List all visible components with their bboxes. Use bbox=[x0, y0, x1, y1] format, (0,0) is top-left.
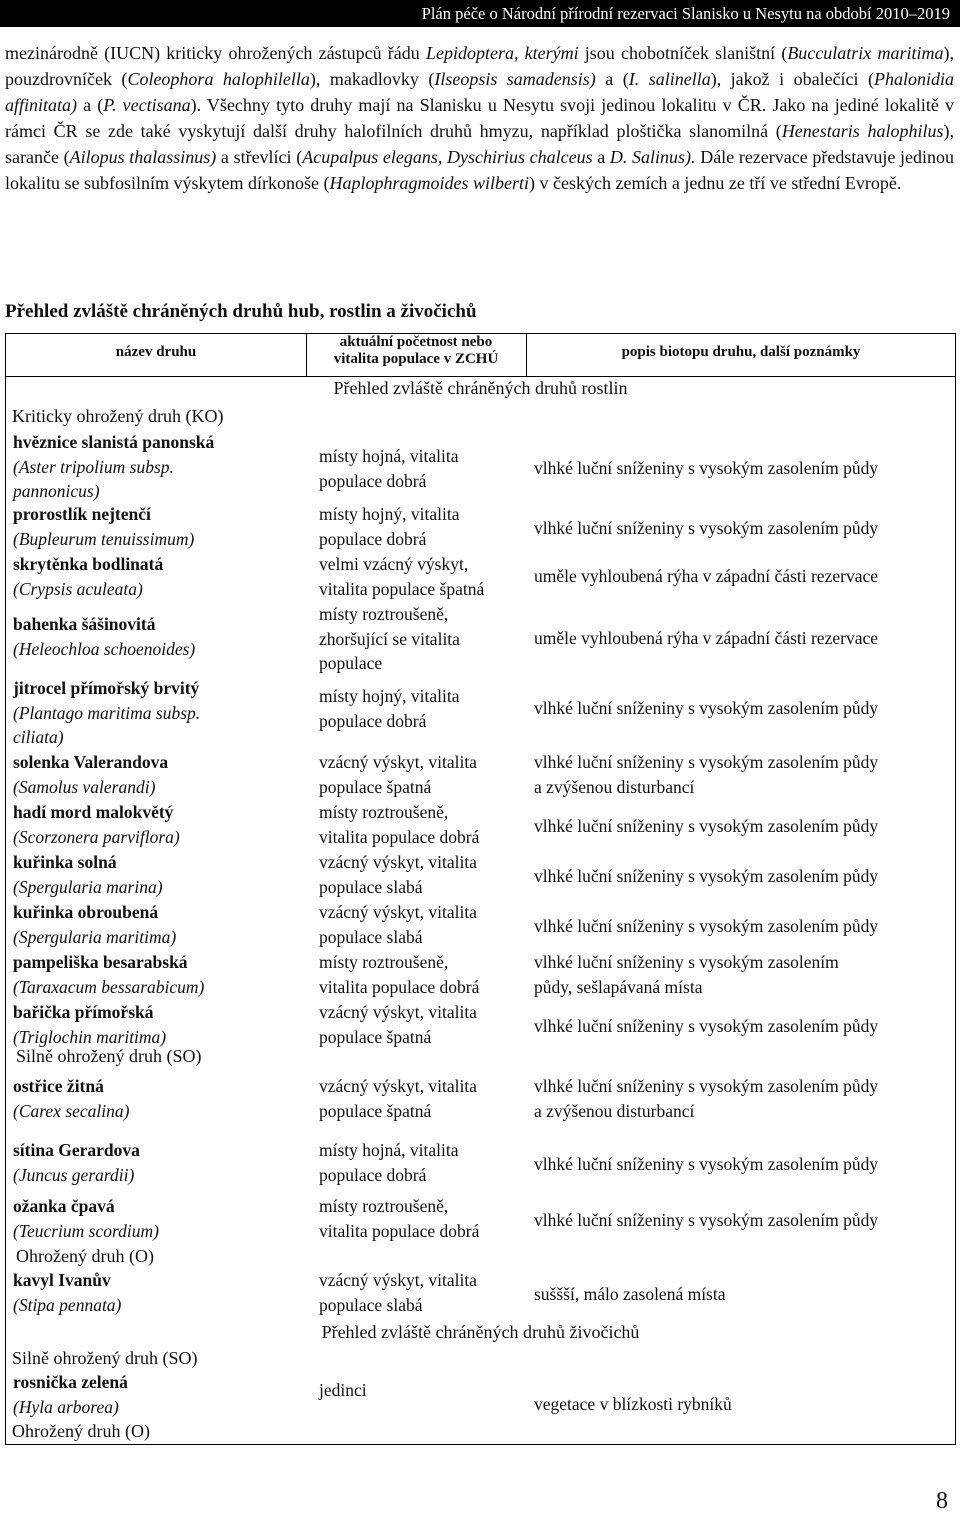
biotope-cell bbox=[534, 1074, 878, 1123]
intro-italic: Lepidoptera, kterými bbox=[425, 43, 579, 63]
biotope-cell bbox=[534, 814, 878, 839]
biotope-line: vlhké luční sníženiny s vysokým zasolením půdy bbox=[534, 1076, 879, 1096]
intro-italic: I. salinella bbox=[628, 69, 711, 90]
population-line: místy roztroušeně, bbox=[319, 952, 449, 972]
population-line: vitalita populace špatná bbox=[319, 578, 485, 599]
population-cell bbox=[319, 900, 477, 949]
intro-text: a ( bbox=[595, 69, 629, 90]
column-header-name: název druhu bbox=[115, 344, 197, 360]
population-line: vzácný výskyt, vitalita bbox=[319, 1002, 477, 1022]
biotope-line: vlhké luční sníženiny s vysokým zasolením půdy bbox=[534, 816, 879, 836]
species-name-cell bbox=[13, 430, 214, 504]
section-plants: Přehled zvláště chráněných druhů rostlin bbox=[333, 378, 628, 398]
intro-text: a bbox=[592, 147, 610, 168]
intro-text: ), pouzdrovníček ( bbox=[5, 43, 954, 90]
population-line: vitalita populace dobrá bbox=[319, 1220, 480, 1241]
population-line: zhoršující se vitalita bbox=[319, 628, 460, 649]
intro-italic: Coleophora halophilella bbox=[127, 69, 310, 90]
intro-italic: Phalonidia affinitata) bbox=[5, 69, 955, 116]
population-line: populace slabá bbox=[319, 926, 423, 947]
population-line: populace dobrá bbox=[319, 528, 427, 549]
intro-text: ) v českých zemích a jednu ze tří ve střední Evropě. bbox=[529, 173, 902, 194]
biotope-line: vlhké luční sníženiny s vysokým zasolením půdy bbox=[534, 752, 879, 772]
column-divider bbox=[306, 334, 307, 376]
species-name-cell bbox=[13, 900, 176, 949]
population-cell bbox=[319, 1074, 477, 1123]
species-latin-name: (Aster tripolium subsp. bbox=[13, 456, 174, 477]
species-latin-name: (Spergularia marina) bbox=[13, 876, 163, 897]
biotope-cell bbox=[534, 864, 878, 889]
species-name-cell bbox=[13, 850, 163, 899]
population-cell bbox=[319, 1138, 459, 1187]
species-name-cell bbox=[13, 1194, 159, 1243]
population-line: populace špatná bbox=[319, 776, 432, 797]
biotope-cell bbox=[534, 914, 878, 939]
species-latin-name: (Teucrium scordium) bbox=[13, 1220, 159, 1241]
category-so-animals: Silně ohrožený druh (SO) bbox=[12, 1348, 198, 1368]
biotope-cell bbox=[534, 516, 878, 541]
biotope-line: vlhké luční sníženiny s vysokým zasolením půdy bbox=[534, 518, 879, 538]
species-common-name: bahenka šášinovitá bbox=[13, 614, 156, 634]
species-name-cell bbox=[13, 676, 200, 750]
species-name-cell bbox=[13, 1370, 128, 1419]
species-table bbox=[5, 333, 956, 1445]
category-o: Ohrožený druh (O) bbox=[16, 1246, 154, 1266]
species-common-name: ostřice žitná bbox=[13, 1076, 104, 1096]
population-line: místy hojná, vitalita bbox=[319, 446, 459, 466]
population-line: vzácný výskyt, vitalita bbox=[319, 902, 477, 922]
biotope-cell bbox=[534, 750, 878, 799]
species-name-cell bbox=[13, 502, 194, 551]
species-latin-name: (Stipa pennata) bbox=[13, 1294, 122, 1315]
intro-text: ). Všechny tyto druhy mají na Slanisku u Nesytu svoji jedinou lokalitu v ČR. Jako na jediné lokalitě v rámci ČR se zde také vyskytují další druhy halofilních druhů hmyzu, například ploštička slanomilná ( bbox=[5, 95, 954, 142]
species-latin-name: (Juncus gerardii) bbox=[13, 1164, 135, 1185]
species-latin-name: ciliata) bbox=[13, 727, 64, 747]
column-header-biotope: popis biotopu druhu, další poznámky bbox=[621, 344, 861, 360]
species-latin-name: (Taraxacum bessarabicum) bbox=[13, 976, 205, 997]
species-common-name: kavyl Ivanův bbox=[13, 1270, 111, 1290]
intro-italic: Bucculatrix maritima bbox=[787, 43, 944, 63]
population-line: místy hojný, vitalita bbox=[319, 504, 460, 524]
population-cell bbox=[319, 502, 459, 551]
intro-italic: Ailopus thalassinus) bbox=[69, 147, 217, 168]
population-cell bbox=[319, 950, 479, 999]
species-name-cell bbox=[13, 612, 195, 661]
population-line: populace slabá bbox=[319, 1294, 423, 1315]
species-common-name: prorostlík nejtenčí bbox=[13, 504, 151, 524]
population-line: populace dobrá bbox=[319, 1164, 427, 1185]
population-line: vzácný výskyt, vitalita bbox=[319, 1270, 477, 1290]
population-cell bbox=[319, 1268, 477, 1317]
intro-text: ), saranče ( bbox=[5, 121, 954, 168]
intro-italic: D. Salinus). bbox=[609, 147, 696, 168]
population-line: místy hojný, vitalita bbox=[319, 686, 460, 706]
section-heading: Přehled zvláště chráněných druhů hub, rostlin a živočichů bbox=[5, 301, 477, 322]
column-header-population-line: aktuální početnost nebo bbox=[339, 334, 493, 350]
species-common-name: ožanka čpavá bbox=[13, 1196, 115, 1216]
intro-text: ), makadlovky ( bbox=[309, 69, 435, 90]
population-line: populace slabá bbox=[319, 876, 423, 897]
species-latin-name: (Spergularia maritima) bbox=[13, 926, 177, 947]
population-cell bbox=[319, 1000, 477, 1049]
population-line: vzácný výskyt, vitalita bbox=[319, 1076, 477, 1096]
biotope-line: a zvýšenou disturbancí bbox=[534, 1100, 695, 1121]
biotope-cell bbox=[534, 564, 878, 589]
intro-text: ), jakož i obalečíci ( bbox=[710, 69, 875, 90]
population-line: populace dobrá bbox=[319, 710, 427, 731]
population-line: místy roztroušeně, bbox=[319, 604, 449, 624]
population-line: jedinci bbox=[319, 1380, 367, 1400]
species-common-name: sítina Gerardova bbox=[13, 1140, 140, 1160]
species-common-name: jitrocel přímořský brvitý bbox=[13, 678, 200, 698]
species-latin-name: (Hyla arborea) bbox=[13, 1396, 119, 1417]
biotope-line: uměle vyhloubená rýha v západní části rezervace bbox=[534, 628, 878, 648]
biotope-line: suššší, málo zasolená místa bbox=[534, 1284, 726, 1304]
biotope-cell bbox=[534, 1152, 878, 1177]
species-common-name: skrytěnka bodlinatá bbox=[13, 554, 164, 574]
page-header bbox=[0, 0, 960, 27]
intro-text: mezinárodně (IUCN) kriticky ohrožených zástupců řádu bbox=[5, 43, 426, 63]
species-name-cell bbox=[13, 1000, 166, 1049]
intro-italic: P. vectisana bbox=[103, 95, 191, 116]
population-line: místy roztroušeně, bbox=[319, 802, 449, 822]
population-line: populace bbox=[319, 653, 383, 673]
species-common-name: hadí mord malokvětý bbox=[13, 802, 174, 822]
population-line: velmi vzácný výskyt, bbox=[319, 554, 469, 574]
page-number: 8 bbox=[936, 1488, 948, 1514]
column-header-population-line: vitalita populace v ZCHÚ bbox=[333, 351, 499, 367]
biotope-line: a zvýšenou disturbancí bbox=[534, 776, 695, 797]
species-latin-name: (Carex secalina) bbox=[13, 1100, 130, 1121]
biotope-cell bbox=[534, 1208, 878, 1233]
biotope-line: vlhké luční sníženiny s vysokým zasolením bbox=[534, 952, 839, 972]
species-name-cell bbox=[13, 1268, 121, 1317]
population-cell bbox=[319, 684, 459, 733]
population-line: vitalita populace dobrá bbox=[319, 826, 480, 847]
species-common-name: kuřinka solná bbox=[13, 852, 117, 872]
biotope-cell bbox=[534, 1392, 732, 1417]
species-common-name: rosnička zelená bbox=[13, 1372, 128, 1392]
population-line: vitalita populace dobrá bbox=[319, 976, 480, 997]
column-divider bbox=[526, 334, 527, 376]
column-header-population bbox=[306, 334, 526, 368]
population-line: vzácný výskyt, vitalita bbox=[319, 752, 477, 772]
population-line: populace dobrá bbox=[319, 470, 427, 491]
species-latin-name: (Plantago maritima subsp. bbox=[13, 702, 201, 723]
population-cell bbox=[319, 552, 484, 601]
category-ko: Kriticky ohrožený druh (KO) bbox=[12, 406, 224, 426]
biotope-line: vlhké luční sníženiny s vysokým zasolením půdy bbox=[534, 1210, 879, 1230]
biotope-line: vlhké luční sníženiny s vysokým zasolením půdy bbox=[534, 1154, 879, 1174]
population-cell bbox=[319, 850, 477, 899]
species-name-cell bbox=[13, 750, 168, 799]
biotope-cell bbox=[534, 626, 878, 651]
population-cell bbox=[319, 1194, 479, 1243]
biotope-line: vlhké luční sníženiny s vysokým zasolením půdy bbox=[534, 916, 879, 936]
population-line: místy roztroušeně, bbox=[319, 1196, 449, 1216]
intro-text: jsou chobotníček slaništní ( bbox=[578, 43, 788, 63]
intro-italic: Haplophragmoides wilberti bbox=[329, 173, 529, 194]
species-latin-name: pannonicus) bbox=[13, 481, 100, 501]
species-common-name: solenka Valerandova bbox=[13, 752, 169, 772]
species-name-cell bbox=[13, 552, 163, 601]
intro-text: a ( bbox=[77, 95, 104, 116]
population-cell bbox=[319, 602, 460, 676]
biotope-cell bbox=[534, 696, 878, 721]
biotope-line: vlhké luční sníženiny s vysokým zasolením půdy bbox=[534, 458, 879, 478]
population-line: vzácný výskyt, vitalita bbox=[319, 852, 477, 872]
species-name-cell bbox=[13, 1138, 140, 1187]
biotope-line: uměle vyhloubená rýha v západní části rezervace bbox=[534, 566, 878, 586]
species-latin-name: (Bupleurum tenuissimum) bbox=[13, 528, 195, 549]
category-so: Silně ohrožený druh (SO) bbox=[16, 1046, 202, 1066]
population-line: populace špatná bbox=[319, 1026, 432, 1047]
biotope-line: vlhké luční sníženiny s vysokým zasolením půdy bbox=[534, 866, 879, 886]
species-name-cell bbox=[13, 1074, 129, 1123]
species-name-cell bbox=[13, 800, 180, 849]
species-latin-name: (Samolus valerandi) bbox=[13, 776, 156, 797]
biotope-cell bbox=[534, 950, 839, 999]
population-cell bbox=[319, 444, 459, 493]
population-cell bbox=[319, 750, 477, 799]
intro-text: Dále rezervace představuje jedinou lokalitu se subfosilním výskytem dírkonoše ( bbox=[5, 147, 955, 194]
species-latin-name: (Scorzonera parviflora) bbox=[13, 826, 180, 847]
population-cell bbox=[319, 800, 479, 849]
intro-italic: Ilseopsis samadensis) bbox=[434, 69, 596, 90]
species-latin-name: (Crypsis aculeata) bbox=[13, 578, 143, 599]
header-divider bbox=[6, 376, 955, 377]
species-common-name: hvěznice slanistá panonská bbox=[13, 432, 215, 452]
intro-paragraph bbox=[5, 40, 954, 197]
biotope-line: vegetace v blízkosti rybníků bbox=[534, 1394, 732, 1414]
biotope-line: půdy, sešlapávaná místa bbox=[534, 976, 703, 997]
biotope-line: vlhké luční sníženiny s vysokým zasolením půdy bbox=[534, 1016, 879, 1036]
species-latin-name: (Triglochin maritima) bbox=[13, 1026, 167, 1047]
biotope-line: vlhké luční sníženiny s vysokým zasolením půdy bbox=[534, 698, 879, 718]
biotope-cell bbox=[534, 1282, 726, 1307]
biotope-cell bbox=[534, 456, 878, 481]
species-common-name: pampeliška besarabská bbox=[13, 952, 188, 972]
biotope-cell bbox=[534, 1014, 878, 1039]
category-o-animals: Ohrožený druh (O) bbox=[12, 1421, 150, 1441]
species-name-cell bbox=[13, 950, 204, 999]
intro-text: a střevlíci ( bbox=[216, 147, 303, 168]
species-common-name: kuřinka obroubená bbox=[13, 902, 159, 922]
population-cell bbox=[319, 1378, 367, 1403]
population-line: populace špatná bbox=[319, 1100, 432, 1121]
population-line: místy hojná, vitalita bbox=[319, 1140, 459, 1160]
species-common-name: bařička přímořská bbox=[13, 1002, 154, 1022]
section-animals: Přehled zvláště chráněných druhů živočichů bbox=[321, 1322, 640, 1342]
intro-italic: Acupalpus elegans, Dyschirius chalceus bbox=[302, 147, 593, 168]
intro-italic: Henestaris halophilus bbox=[781, 121, 944, 142]
species-latin-name: (Heleochloa schoenoides) bbox=[13, 638, 196, 659]
header-title: Plán péče o Národní přírodní rezervaci Slanisko u Nesytu na období 2010–2019 bbox=[421, 4, 950, 23]
